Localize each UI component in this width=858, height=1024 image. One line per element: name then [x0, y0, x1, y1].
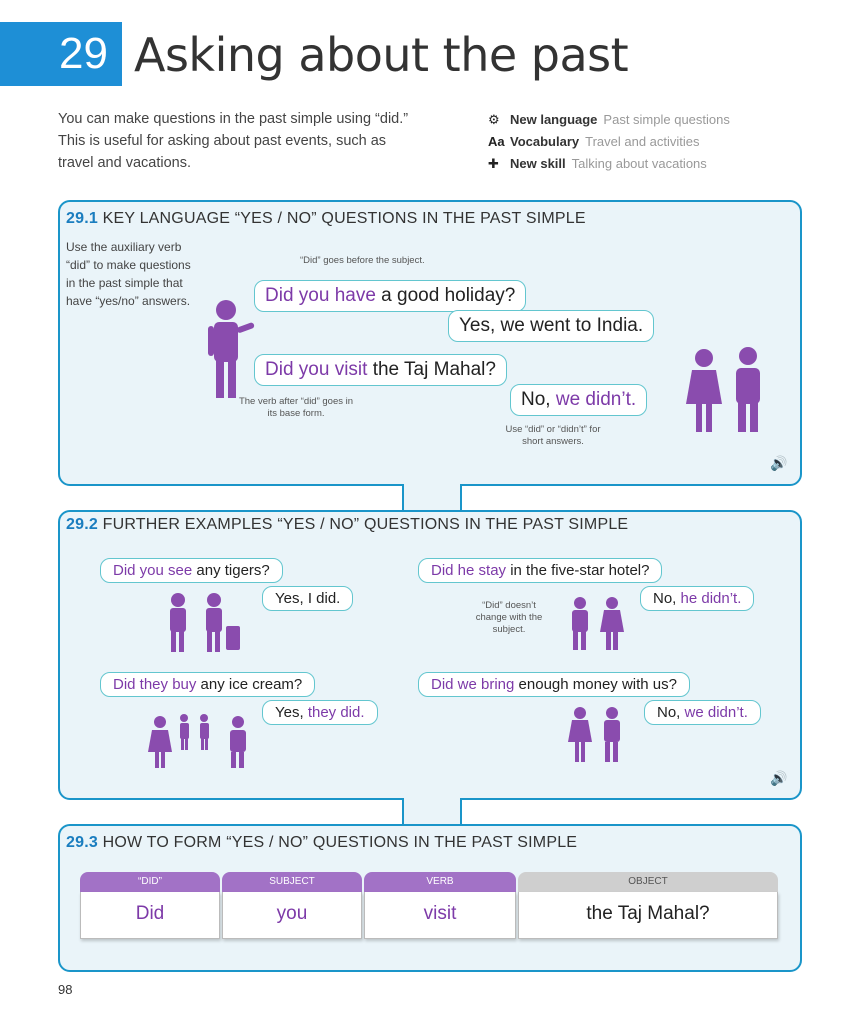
meta-key: Vocabulary: [510, 134, 580, 149]
section-number: 29.3: [66, 834, 98, 851]
question-highlight: Did you visit: [265, 359, 368, 380]
gears-icon: ⚙: [488, 112, 500, 127]
example-3-question: [100, 672, 315, 697]
example-4-question: [418, 672, 690, 697]
answer-plain: No,: [653, 590, 681, 607]
page-title: Asking about the past: [134, 28, 629, 82]
meta-vocabulary: [488, 134, 700, 149]
intro-text: You can make questions in the past simple using “did.” This is useful for asking about past events, such as travel and vacations.: [58, 111, 409, 171]
piece-value: visit: [364, 892, 516, 939]
formula-piece-subject: [222, 872, 362, 940]
question-highlight: Did you see: [113, 562, 193, 579]
question-bubble-2: [254, 354, 507, 386]
answer-plain: No,: [521, 389, 556, 410]
formula-piece-did: [80, 872, 220, 940]
formula-piece-verb: [364, 872, 516, 940]
answer-highlight: we didn’t.: [555, 389, 637, 410]
section-heading-rest: “YES / NO” QUESTIONS IN THE PAST SIMPLE: [277, 516, 629, 533]
answer-highlight: we didn’t.: [684, 704, 748, 721]
section-heading-29-2: [66, 516, 628, 534]
couple-money-figures-icon: [566, 706, 630, 764]
question-highlight: Did they buy: [113, 676, 197, 693]
question-rest: a good holiday?: [375, 285, 516, 306]
piece-label: SUBJECT: [222, 872, 362, 892]
piece-label: OBJECT: [518, 872, 778, 892]
answer-highlight: he didn’t.: [680, 590, 742, 607]
question-rest: any ice cream?: [196, 676, 303, 693]
piece-value: Did: [80, 892, 220, 939]
note-did-unchanged: “Did” doesn’t change with the subject.: [475, 600, 543, 635]
question-highlight: Did we bring: [431, 676, 515, 693]
audio-speaker-icon[interactable]: 🔊: [770, 770, 788, 786]
couple-figures-icon: [676, 346, 772, 436]
example-1-answer: [262, 586, 353, 611]
answer-plain: Yes,: [275, 704, 308, 721]
section-number: 29.1: [66, 210, 98, 227]
example-1-question: [100, 558, 283, 583]
audio-speaker-icon[interactable]: 🔊: [770, 455, 788, 471]
answer-bubble-2: [510, 384, 647, 416]
question-highlight: Did you have: [265, 285, 376, 306]
piece-label: VERB: [364, 872, 516, 892]
group-figures-icon: [148, 712, 252, 770]
example-2-answer: [640, 586, 754, 611]
section-connector: [402, 484, 462, 512]
example-2-question: [418, 558, 662, 583]
piece-value: you: [222, 892, 362, 939]
piece-value: the Taj Mahal?: [518, 892, 778, 939]
meta-value: Past simple questions: [603, 112, 730, 127]
question-bubble-1: [254, 280, 526, 312]
note-did-before-subject: “Did” goes before the subject.: [300, 255, 425, 266]
vocabulary-icon: Aa: [488, 134, 505, 149]
section-heading-29-3: [66, 834, 577, 852]
page-number: 98: [58, 982, 73, 997]
two-people-figures-icon: [566, 596, 630, 652]
meta-new-language: [488, 112, 730, 128]
section-heading-key: KEY LANGUAGE: [102, 210, 231, 227]
puzzle-icon: ✚: [488, 156, 499, 171]
question-highlight: Did he stay: [431, 562, 507, 579]
answer-highlight: they did.: [307, 704, 365, 721]
side-note: Use the auxiliary verb “did” to make questions in the past simple that have “yes/no” answers.: [66, 240, 191, 308]
meta-value: Talking about vacations: [571, 156, 707, 171]
question-rest: enough money with us?: [514, 676, 677, 693]
section-heading-key: FURTHER EXAMPLES: [102, 516, 273, 533]
question-rest: any tigers?: [192, 562, 270, 579]
section-heading-rest: “YES / NO” QUESTIONS IN THE PAST SIMPLE: [226, 834, 578, 851]
note-short-answers: Use “did” or “didn’t” for short answers.: [505, 424, 601, 447]
section-number: 29.2: [66, 516, 98, 533]
note-base-form: The verb after “did” goes in its base form.: [238, 396, 354, 419]
formula-piece-object: [518, 872, 778, 940]
example-4-answer: [644, 700, 761, 725]
person-figure-icon: [200, 298, 260, 402]
question-rest: in the five-star hotel?: [506, 562, 650, 579]
meta-key: New language: [510, 112, 598, 127]
section-heading-29-1: [66, 210, 586, 228]
chapter-number-badge: 29: [0, 22, 122, 86]
piece-label: “DID”: [80, 872, 220, 892]
section-heading-rest: “YES / NO” QUESTIONS IN THE PAST SIMPLE: [234, 210, 586, 227]
meta-new-skill: [488, 156, 707, 172]
section-connector: [402, 798, 462, 826]
meta-key: New skill: [510, 156, 566, 171]
section-heading-key: HOW TO FORM: [102, 834, 222, 851]
tourist-figures-icon: [164, 592, 250, 654]
answer-plain: Yes,: [275, 590, 308, 607]
question-rest: the Taj Mahal?: [367, 359, 496, 380]
answer-bubble-1: Yes, we went to India.: [448, 310, 654, 342]
meta-value: Travel and activities: [585, 134, 700, 149]
answer-plain: No,: [657, 704, 685, 721]
answer-highlight: I did.: [307, 590, 341, 607]
example-3-answer: [262, 700, 378, 725]
